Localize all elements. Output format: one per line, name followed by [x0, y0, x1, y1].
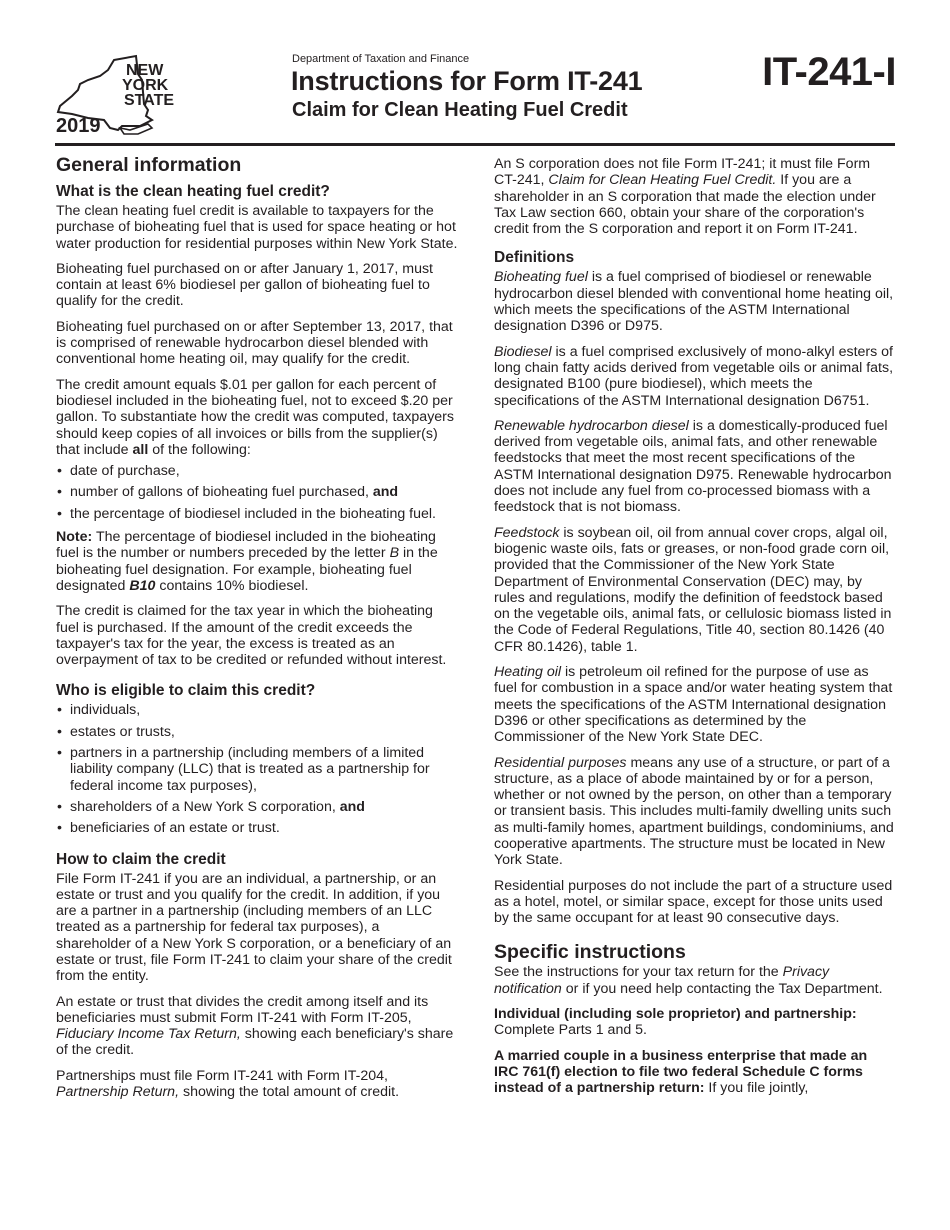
- paragraph: Partnerships must file Form IT-241 with Form IT-204, Partnership Return, showing the total amount of credit.: [56, 1067, 400, 1101]
- list-item: • partners in a partnership (including members of a limited liability company (LLC) that is treated as a partnership for federal income tax purposes),: [56, 745, 458, 794]
- definition: Residential purposes means any use of a structure, or part of a structure, as a place of abode maintained by or for a person, whether or not owned by the person, on other than a temporary or transient basis. This includes multi-family dwelling units such as multi-family homes, apartment buildings, condominiums, and cooperative apartments. The structure must be located in New York State.: [494, 754, 894, 869]
- definitions-heading: Definitions: [494, 249, 575, 267]
- header-divider: [55, 143, 895, 146]
- definition: Renewable hydrocarbon diesel is a domestically-produced fuel derived from vegetable oils, animal fats, and other renewable feedstocks that meet the most recent specifications of the ASTM International designation D975. Renewable hydrocarbon does not include any fuel from co-processed biomass with a feedstock that is not biomass.: [494, 417, 892, 516]
- general-information-heading: General information: [56, 154, 242, 176]
- paragraph: File Form IT-241 if you are an individual, a partnership, or an estate or trust and you qualify for the credit. In addition, if you are a partner in a partnership (including members of an LLC treated as a partnership for federal tax purposes), a shareholder of a New York S corporation, or a beneficiary of an estate or trust, file Form IT-241 to claim your share of the credit from the entity.: [56, 870, 452, 985]
- note-paragraph: Note: The percentage of biodiesel included in the bioheating fuel is the number or numbers preceded by the letter B in the bioheating fuel designation. For example, bioheating fuel designated B10 contains 10% biodiesel.: [56, 529, 438, 594]
- paragraph: Bioheating fuel purchased on or after January 1, 2017, must contain at least 6% biodiesel per gallon of bioheating fuel to qualify for the credit.: [56, 260, 433, 310]
- form-id: IT-241-I: [762, 50, 896, 94]
- paragraph: Bioheating fuel purchased on or after September 13, 2017, that is comprised of renewable hydrocarbon diesel blended with conventional home heating oil, may qualify for the credit.: [56, 318, 453, 368]
- what-heading: What is the clean heating fuel credit?: [56, 183, 330, 200]
- logo-new: NEW: [126, 62, 164, 79]
- document-title: Instructions for Form IT-241: [291, 66, 643, 96]
- paragraph: Residential purposes do not include the part of a structure used as a hotel, motel, or similar space, except for those units used by the same occupant for at least 90 consecutive days.: [494, 877, 893, 927]
- logo-york: YORK: [122, 77, 169, 94]
- left-column: [56, 150, 458, 1100]
- list-item: • the percentage of biodiesel included in the bioheating fuel.: [56, 506, 458, 522]
- definition: Feedstock is soybean oil, oil from annual cover crops, algal oil, biogenic waste oils, fats or greases, or non-food grade corn oil, provided that the Commissioner of the New York State Department of Environmental Conservation (DEC) may, by rules and regulations, modify the definition of feedstock based on the vegetable oils, animal fats, or cellulosic biomass listed in the Code of Federal Regulations, Title 40, section 80.1426 (40 CFR 80.1426), table 1.: [494, 524, 892, 655]
- paragraph: A married couple in a business enterprise that made an IRC 761(f) election to file two federal Schedule C forms instead of a partnership return: If you file jointly,: [494, 1047, 868, 1097]
- paragraph: An estate or trust that divides the credit among itself and its beneficiaries must submit Form IT-241 with Form IT-205, Fiduciary Income Tax Return, showing each beneficiary's share of the credit.: [56, 993, 454, 1059]
- paragraph: See the instructions for your tax return for the Privacy notification or if you need help contacting the Tax Department.: [494, 964, 883, 997]
- logo-state: STATE: [124, 92, 175, 109]
- definition: Heating oil is petroleum oil refined for the purpose of use as fuel for combustion in a space and/or water heating system that meets the specifications of the ASTM International designation D396 or other specifications as determined by the Commissioner of the New York State DEC.: [494, 664, 893, 746]
- logo-year: 2019: [56, 115, 101, 137]
- nys-logo: [52, 54, 192, 136]
- department-name: Department of Taxation and Finance: [292, 53, 470, 65]
- list-item: • individuals,: [56, 702, 458, 718]
- definition: Bioheating fuel is a fuel comprised of biodiesel or renewable hydrocarbon diesel blended with conventional home heating oil, which meets the specifications of the ASTM International designation D396 or D975.: [494, 269, 894, 335]
- list-item: • number of gallons of bioheating fuel purchased, and: [56, 484, 458, 500]
- document-subtitle: Claim for Clean Heating Fuel Credit: [292, 99, 628, 121]
- list-item: • shareholders of a New York S corporation, and: [56, 799, 458, 815]
- right-column: [494, 150, 894, 1097]
- paragraph: The credit is claimed for the tax year in which the bioheating fuel is purchased. If the amount of the credit exceeds the taxpayer's tax for the year, the excess is treated as an overpayment of tax to be credited or refunded without interest.: [56, 603, 447, 669]
- paragraph: The clean heating fuel credit is available to taxpayers for the purchase of bioheating fuel that is used for space heating or hot water production for residential purposes within New York State.: [56, 203, 458, 252]
- specific-instructions-heading: Specific instructions: [494, 941, 686, 964]
- list-item: • date of purchase,: [56, 463, 458, 479]
- list-item: • estates or trusts,: [56, 724, 458, 740]
- who-heading: Who is eligible to claim this credit?: [56, 682, 316, 700]
- paragraph: The credit amount equals $.01 per gallon for each percent of biodiesel included in the bioheating fuel, not to exceed $.20 per gallon. To substantiate how the credit was computed, taxpayers should keep copies of all invoices or bills from the supplier(s) that include all of the following:: [56, 376, 455, 458]
- how-to-claim-heading: How to claim the credit: [56, 850, 226, 868]
- paragraph: Individual (including sole proprietor) and partnership: Complete Parts 1 and 5.: [494, 1006, 857, 1039]
- paragraph: An S corporation does not file Form IT-241; it must file Form CT-241, Claim for Clean Heating Fuel Credit. If you are a shareholder in an S corporation that made the election under Tax Law section 660, obtain your share of the corporation's credit from the S corporation and report it on Form IT-241.: [494, 156, 876, 238]
- definition: Biodiesel is a fuel comprised exclusively of mono-alkyl esters of long chain fatty acids derived from vegetable oils or animal fats, designated B100 (pure biodiesel), which meets the specifications of the ASTM International designation D6751.: [494, 343, 894, 409]
- list-item: • beneficiaries of an estate or trust.: [56, 820, 458, 836]
